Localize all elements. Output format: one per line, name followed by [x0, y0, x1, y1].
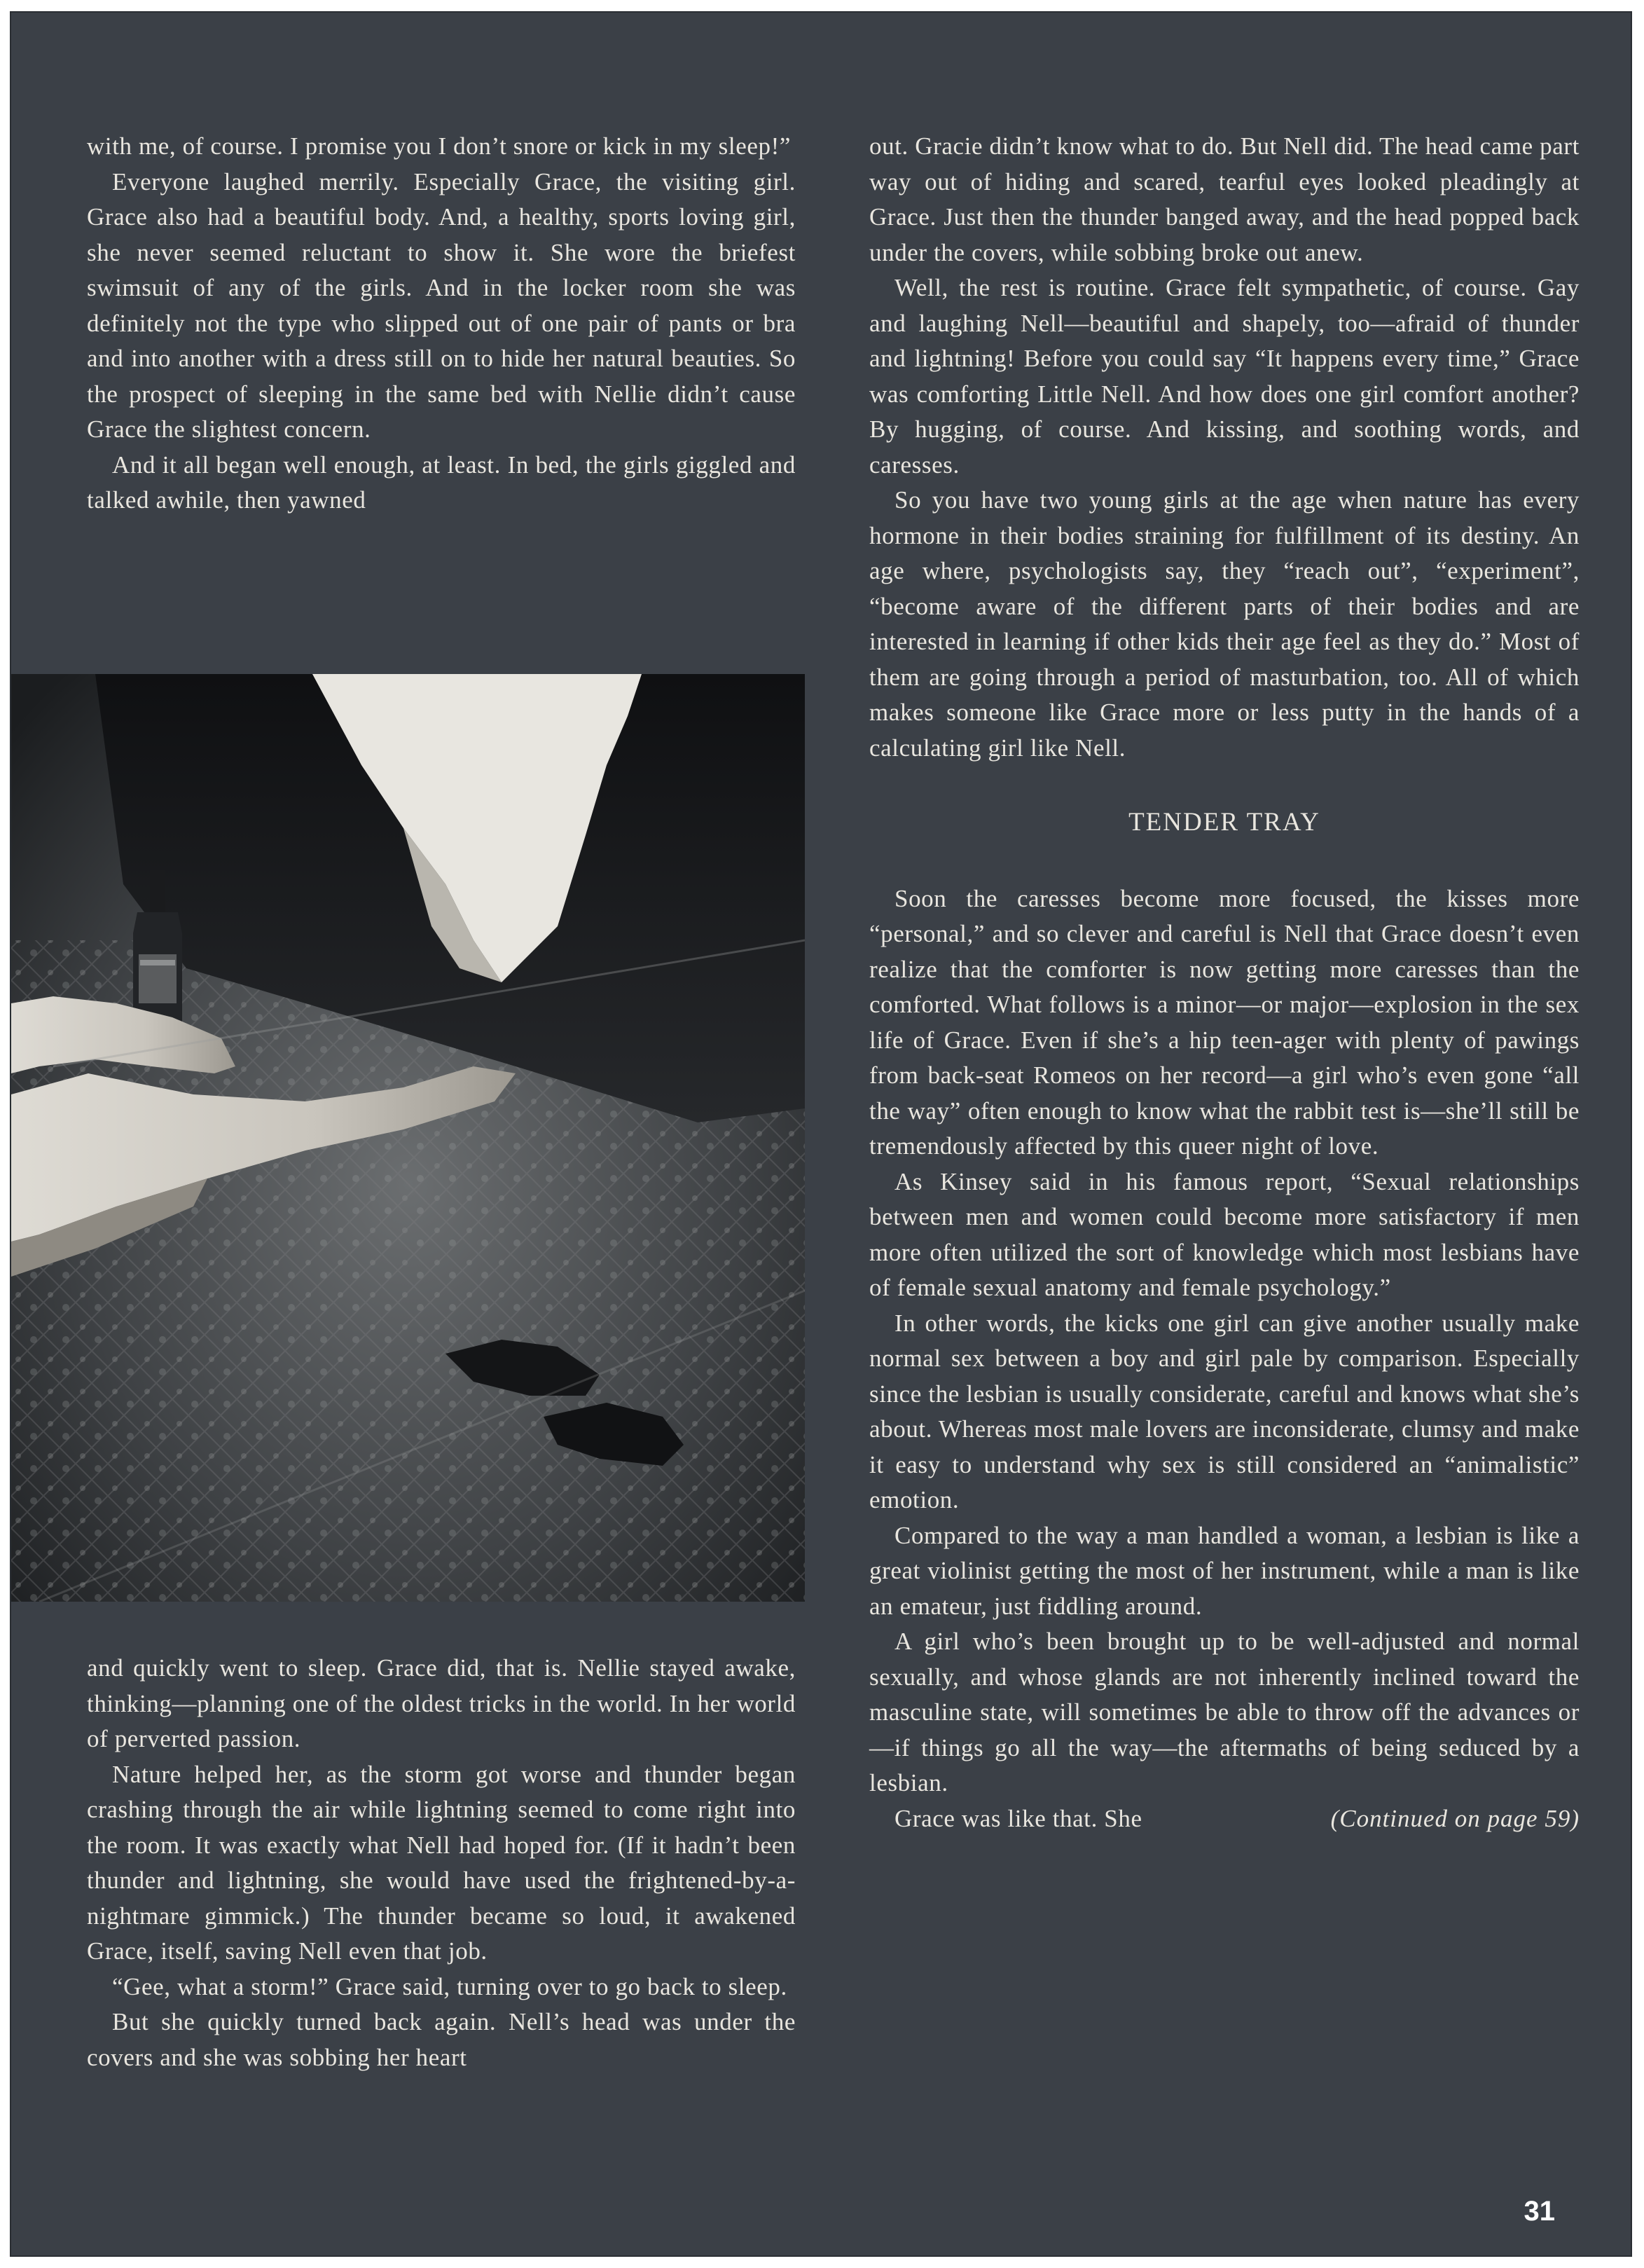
- bedroom-photo: [11, 674, 805, 1602]
- paragraph: In other words, the kicks one girl can give another usually make normal sex between a boy and girl pale by comparison. Especially since the lesbian is usually considerate, careful and knows what she’s about. Whereas most male lovers are inconsiderate, clumsy and make it easy to understand why sex is still considered an “animalistic” emotion.: [869, 1309, 1580, 1513]
- continued-note: (Continued on page 59): [1330, 1804, 1580, 1832]
- left-column-bottom: [87, 1651, 796, 2075]
- left-column-top: [87, 129, 796, 518]
- paragraph: But she quickly turned back again. Nell’s head was under the covers and she was sobbing her heart: [87, 2008, 796, 2071]
- paragraph: Well, the rest is routine. Grace felt sympathetic, of course. Gay and laughing Nell—beautiful and shapely, too—afraid of thunder and lightning! Before you could say “It happens every time,” Grace was comforting Little Nell. And how does one girl comfort another? By hugging, of course. And kissing, and soothing words, and caresses.: [869, 274, 1580, 479]
- magazine-page: [10, 11, 1632, 2257]
- section-heading: TENDER TRAY: [1128, 808, 1320, 837]
- paragraph: Nature helped her, as the storm got worse and thunder began crashing through the air while lightning seemed to come right into the room. It was exactly what Nell had hoped for. (If it hadn’t been thunder and lightning, she would have used the frightened-by-a-nightmare gimmick.) The thunder became so loud, it awakened Grace, itself, saving Nell even that job.: [87, 1760, 796, 1965]
- paragraph: A girl who’s been brought up to be well-adjusted and normal sexually, and whose glands are not inherently inclined toward the masculine state, will sometimes be able to throw off the advances or—if things go all the way—the aftermaths of being seduced by a lesbian.: [869, 1628, 1580, 1796]
- paragraph: with me, of course. I promise you I don’t snore or kick in my sleep!”: [87, 132, 791, 160]
- right-column: [869, 129, 1580, 1836]
- paragraph: and quickly went to sleep. Grace did, that is. Nellie stayed awake, thinking—planning one of the oldest tricks in the world. In her world of perverted passion.: [87, 1654, 796, 1752]
- paragraph: out. Gracie didn’t know what to do. But Nell did. The head came part way out of hiding and scared, tearful eyes looked pleadingly at Grace. Just then the thunder banged away, and the head popped back under the covers, while sobbing broke out anew.: [869, 132, 1580, 266]
- paragraph: So you have two young girls at the age when nature has every hormone in their bodies straining for fulfillment of its destiny. An age where, psychologists say, they “reach out”, “experiment”, “become aware of the different parts of their bodies and are interested in learning if other kids their age feel as they do.” Most of them are going through a period of masturbation, too. All of which makes someone like Grace more or less putty in the hands of a calculating girl like Nell.: [869, 486, 1580, 762]
- page-number: 31: [1524, 2196, 1555, 2227]
- final-line: [869, 1801, 1580, 1837]
- paragraph: And it all began well enough, at least. In bed, the girls giggled and talked awhile, then yawned: [87, 451, 796, 514]
- paragraph: Everyone laughed merrily. Especially Grace, the visiting girl. Grace also had a beautiful body. And, a healthy, sports loving girl, she never seemed reluctant to show it. She wore the briefest swimsuit of any of the girls. And in the locker room she was definitely not the type who slipped out of one pair of pants or bra and into another with a dress still on to hide her natural beauties. So the prospect of sleeping in the same bed with Nellie didn’t cause Grace the slightest concern.: [87, 167, 796, 443]
- final-line-text: Grace was like that. She: [894, 1804, 1142, 1832]
- paragraph: “Gee, what a storm!” Grace said, turning over to go back to sleep.: [112, 1972, 787, 2000]
- paragraph: Soon the caresses become more focused, the kisses more “personal,” and so clever and careful is Nell that Grace doesn’t even realize that the comforter is now getting more caresses than the comforted. What follows is a minor—or major—explosion in the sex life of Grace. Even if she’s a hip teen-ager with plenty of pawings from back-seat Romeos on her record—a girl who’s even gone “all the way” often enough to know what the rabbit test is—she’ll still be tremendously affected by this queer night of love.: [869, 884, 1580, 1160]
- paragraph: As Kinsey said in his famous report, “Sexual relationships between men and women could become more satisfactory if men more often utilized the sort of knowledge which most lesbians have of female sexual anatomy and female psychology.”: [869, 1167, 1580, 1301]
- paragraph: Compared to the way a man handled a woman, a lesbian is like a great violinist getting the most of her instrument, while a man is like an emateur, just fiddling around.: [869, 1521, 1580, 1620]
